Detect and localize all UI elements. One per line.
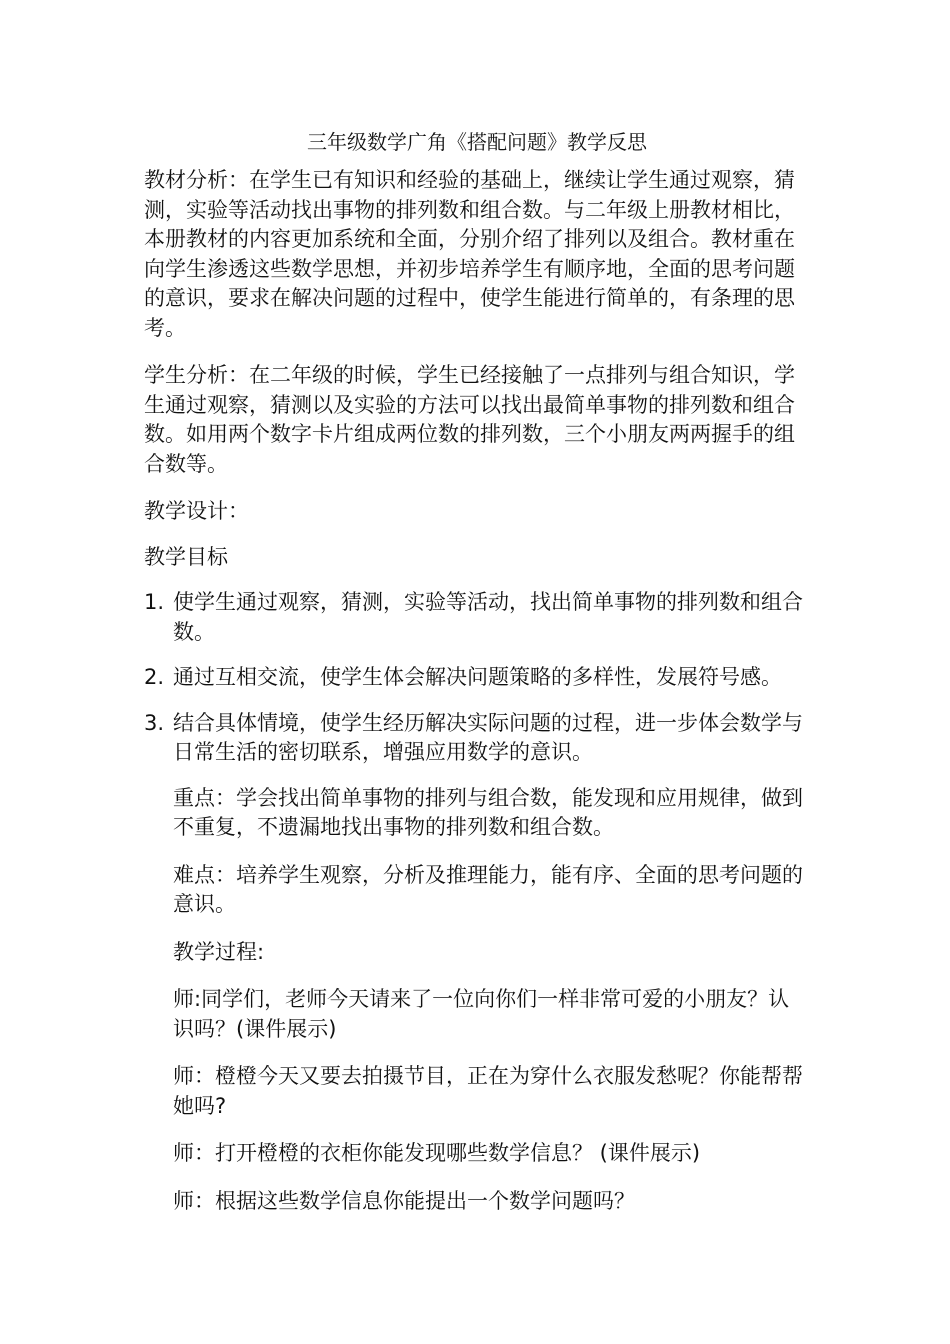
list-item: [144, 588, 810, 647]
list-item: [144, 709, 810, 768]
process-line: 师：橙橙今天又要去拍摄节目，正在为穿什么衣服发愁呢？你能帮帮她吗?: [173, 1064, 803, 1118]
student-analysis-paragraph: 学生分析：在二年级的时候，学生已经接触了一点排列与组合知识，学生通过观察，猜测以及实验的方法可以找出最简单事物的排列数和组合数。如用两个数字卡片组成两位数的排列数，三个小朋友两两握手的组合数等。: [144, 363, 795, 476]
teaching-process-heading: 教学过程:: [173, 939, 265, 964]
process-line: 师:同学们，老师今天请来了一位向你们一样非常可爱的小朋友？认识吗？(课件展示): [173, 987, 790, 1041]
difficulty-paragraph: 难点：培养学生观察，分析及推理能力，能有序、全面的思考问题的意识。: [173, 862, 803, 916]
process-line: 师：打开橙橙的衣柜你能发现哪些数学信息？ (课件展示): [173, 1141, 701, 1165]
list-item-text: 结合具体情境，使学生经历解决实际问题的过程，进一步体会数学与日常生活的密切联系，增强应用数学的意识。: [173, 710, 803, 764]
list-item-text: 通过互相交流，使学生体会解决问题策略的多样性，发展符号感。: [173, 665, 782, 689]
document-title: 三年级数学广角《搭配问题》教学反思: [307, 130, 647, 154]
list-number: 2.: [144, 665, 165, 689]
key-point-paragraph: 重点：学会找出简单事物的排列与组合数，能发现和应用规律，做到不重复，不遗漏地找出事物的排列数和组合数。: [173, 785, 803, 839]
list-item: [144, 663, 810, 693]
list-number: 1.: [144, 590, 165, 614]
list-item-text: 使学生通过观察，猜测，实验等活动，找出简单事物的排列数和组合数。: [173, 590, 803, 644]
teaching-design-heading: 教学设计：: [144, 499, 249, 523]
process-line: 师：根据这些数学信息你能提出一个数学问题吗？: [173, 1188, 635, 1213]
teaching-goals-heading: 教学目标: [144, 544, 228, 569]
list-number: 3.: [144, 710, 165, 735]
textbook-analysis-paragraph: 教材分析：在学生已有知识和经验的基础上，继续让学生通过观察，猜测，实验等活动找出事物的排列数和组合数。与二年级上册教材相比，本册教材的内容更加系统和全面，分别介绍了排列以及组合。教材重在向学生渗透这些数学思想，并初步培养学生有顺序地，全面的思考问题的意识，要求在解决问题的过程中，使学生能进行简单的，有条理的思考。: [144, 168, 795, 340]
teaching-goals-list: [144, 588, 810, 768]
